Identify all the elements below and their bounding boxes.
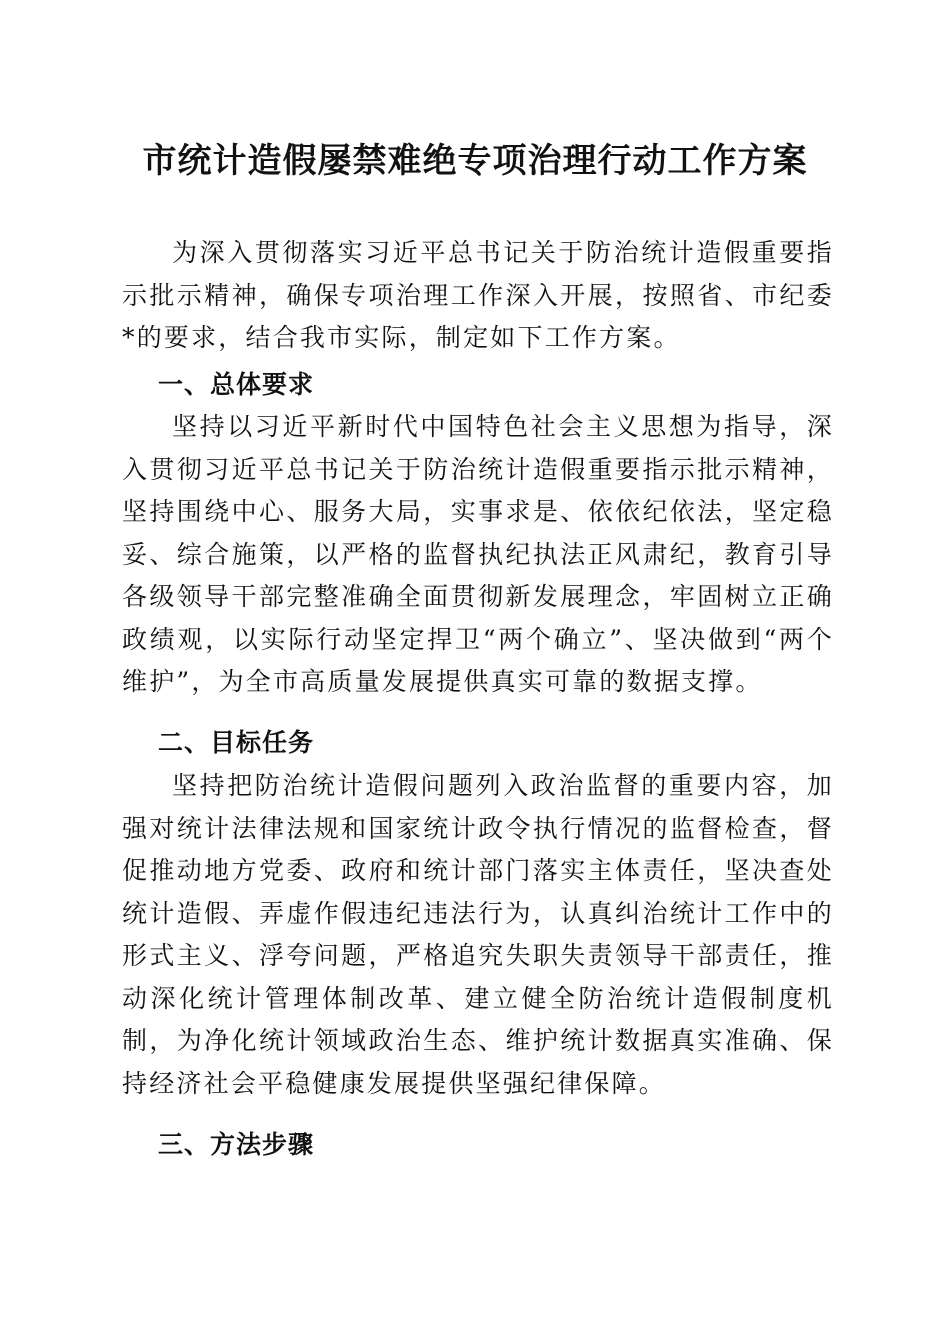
section-heading-general-requirements: 一、总体要求: [158, 370, 315, 399]
section-heading-objectives: 二、目标任务: [158, 728, 315, 757]
section-paragraph-objectives: 坚持把防治统计造假问题列入政治监督的重要内容，加强对统计法律法规和国家统计政令执行情况的监督检查，督促推动地方党委、政府和统计部门落实主体责任，坚决查处统计造假、弄虚作假违纪违法行为，认真纠治统计工作中的形式主义、浮夸问题，严格追究失职失责领导干部责任，推动深化统计管理体制改革、建立健全防治统计造假制度机制，为净化统计领域政治生态、维护统计数据真实准确、保持经济社会平稳健康发展提供坚强纪律保障。: [122, 771, 834, 1098]
section-paragraph-general-requirements: 坚持以习近平新时代中国特色社会主义思想为指导，深入贯彻习近平总书记关于防治统计造假重要指示批示精神，坚持围绕中心、服务大局，实事求是、依依纪依法，坚定稳妥、综合施策，以严格的监督执纪执法正风肃纪，教育引导各级领导干部完整准确全面贯彻新发展理念，牢固树立正确政绩观，以实际行动坚定捍卫“两个确立”、坚决做到“两个维护”，为全市高质量发展提供真实可靠的数据支撑。: [122, 412, 834, 696]
section-heading-methods: 三、方法步骤: [158, 1130, 315, 1159]
intro-paragraph: 为深入贯彻落实习近平总书记关于防治统计造假重要指示批示精神，确保专项治理工作深入开展，按照省、市纪委*的要求，结合我市实际，制定如下工作方案。: [122, 238, 834, 352]
document-title: 市统计造假屡禁难绝专项治理行动工作方案: [142, 141, 808, 181]
